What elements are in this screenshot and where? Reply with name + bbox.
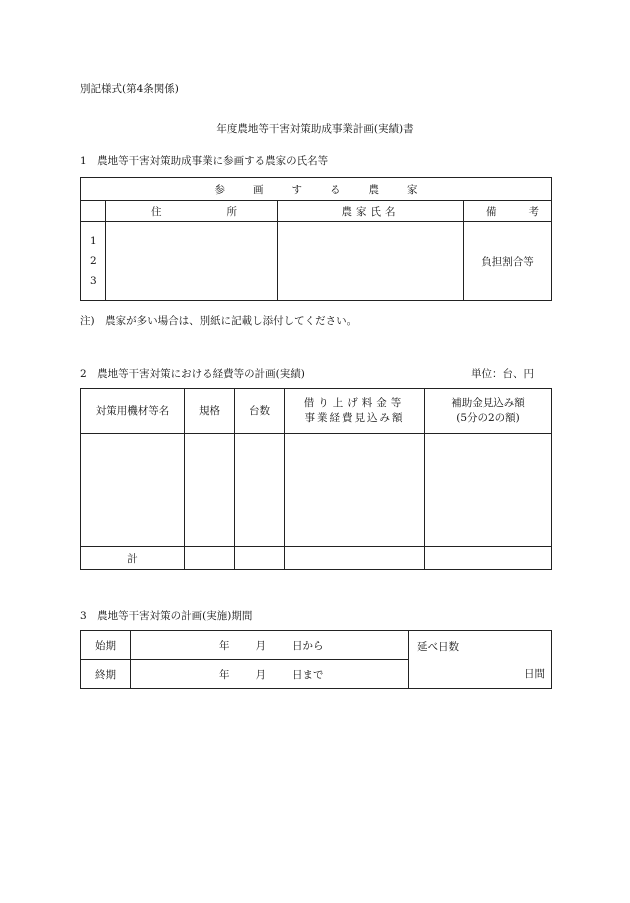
start-year-label: 年	[219, 639, 230, 652]
col-remarks-part2: 考	[528, 205, 539, 218]
total-days-label: 延べ日数	[417, 641, 459, 653]
col-address	[106, 201, 278, 222]
spec-cell[interactable]	[185, 434, 235, 547]
total-spec-cell	[185, 547, 235, 570]
col-cost-line1: 借り上げ料金等	[303, 397, 406, 409]
remarks-cell: 負担割合等	[464, 222, 552, 301]
form-label: 別記様式(第4条関係)	[80, 83, 179, 95]
col-spec: 規格	[185, 389, 235, 434]
col-address-part1: 住	[151, 205, 162, 218]
col-cost-line2: 事業経費見込み額	[304, 412, 405, 424]
end-year-label: 年	[219, 668, 230, 681]
total-count-cell[interactable]	[235, 547, 285, 570]
section3-heading: 3 農地等干害対策の計画(実施)期間	[80, 610, 253, 622]
note-text: 注) 農家が多い場合は、別紙に記載し添付してください。	[80, 315, 358, 327]
col-remarks-part1: 備	[486, 205, 497, 218]
end-date-cell[interactable]	[131, 660, 409, 689]
col-cost	[285, 389, 425, 434]
start-date-cell[interactable]	[131, 631, 409, 660]
start-label: 始期	[81, 631, 131, 660]
row-number-1: 1	[90, 235, 97, 247]
col-subsidy-line2: (5分の2の額)	[456, 412, 520, 424]
row-number-3: 3	[90, 275, 97, 287]
row-number-2: 2	[90, 255, 97, 267]
col-farmer-name: 農家氏名	[278, 201, 464, 222]
col-subsidy	[425, 389, 552, 434]
col-remarks	[464, 201, 552, 222]
expense-table	[80, 388, 552, 570]
total-subsidy-cell[interactable]	[425, 547, 552, 570]
period-table	[80, 630, 552, 689]
subsidy-cell[interactable]	[425, 434, 552, 547]
col-subsidy-line1: 補助金見込み額	[451, 397, 525, 409]
col-equipment: 対策用機材等名	[81, 389, 185, 434]
farmer-table-header: 参画する農家	[81, 178, 552, 201]
col-address-part2: 所	[226, 205, 237, 218]
end-month-label: 月	[255, 668, 266, 681]
section1-heading: 1 農地等干害対策助成事業に参画する農家の氏名等	[80, 155, 329, 167]
unit-label: 単位：台、円	[471, 368, 534, 380]
days-unit-label: 日間	[524, 668, 545, 680]
start-month-label: 月	[255, 639, 266, 652]
row-numbers	[81, 222, 106, 301]
farmer-table	[80, 177, 552, 301]
end-until-label: 日まで	[292, 668, 324, 681]
start-from-label: 日から	[292, 639, 324, 652]
address-cell[interactable]	[106, 222, 278, 301]
equipment-cell[interactable]	[81, 434, 185, 547]
col-count: 台数	[235, 389, 285, 434]
cost-cell[interactable]	[285, 434, 425, 547]
total-days-cell[interactable]	[409, 631, 552, 689]
end-label: 終期	[81, 660, 131, 689]
total-cost-cell[interactable]	[285, 547, 425, 570]
total-label: 計	[81, 547, 185, 570]
section2-heading: 2 農地等干害対策における経費等の計画(実績)	[80, 368, 305, 380]
document-title: 年度農地等干害対策助成事業計画(実績)書	[216, 123, 414, 135]
farmer-table-corner	[81, 201, 106, 222]
farmer-name-cell[interactable]	[278, 222, 464, 301]
count-cell[interactable]	[235, 434, 285, 547]
